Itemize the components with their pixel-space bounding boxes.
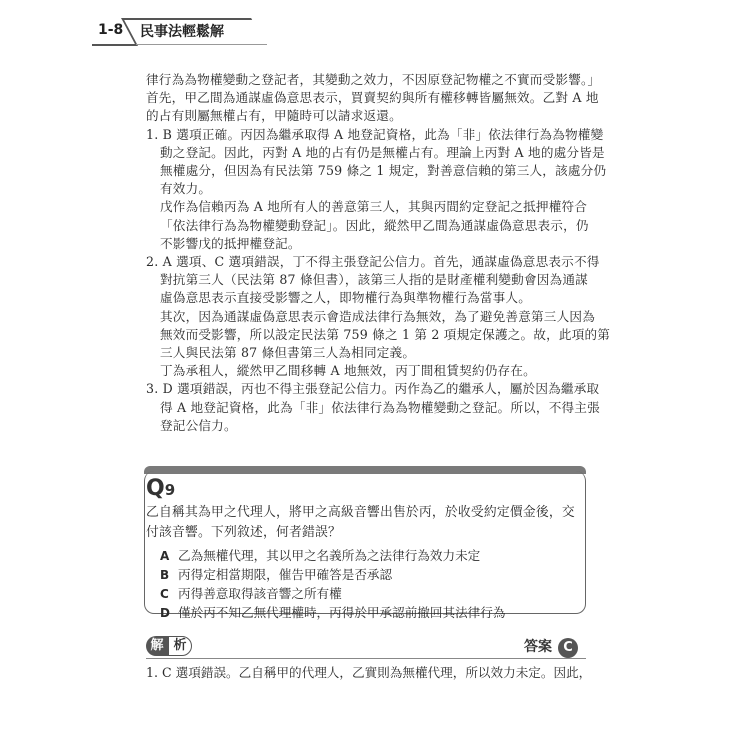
- list-line: 2. A 選項、C 選項錯誤，丁不得主張登記公信力。首先，通謀虛偽意思表示不得: [146, 254, 600, 270]
- analysis-badge-left: 解: [146, 636, 168, 656]
- option-text: 僅於丙不知乙無代理權時，丙得於甲承認前撤回其法律行為: [178, 605, 506, 620]
- option-letter: D: [160, 606, 170, 620]
- list-line: 其次，因為通謀虛偽意思表示會造成法律行為無效，為了避免善意第三人因為: [160, 308, 595, 324]
- page-header: [92, 18, 262, 46]
- analysis-badge-right: 析: [168, 636, 192, 656]
- list-line: 登記公信力。: [160, 417, 237, 433]
- list-line: 不影響戊的抵押權登記。: [160, 235, 301, 251]
- list-line: 1. B 選項正確。丙因為繼承取得 A 地登記資格，此為「非」依法律行為為物權變: [146, 126, 604, 142]
- question-line: 乙自稱其為甲之代理人，將甲之高級音響出售於丙，於收受約定價金後，交: [146, 505, 575, 520]
- option-text: 乙為無權代理，其以甲之名義所為之法律行為效力未定: [178, 548, 481, 563]
- question-text: [146, 503, 576, 543]
- option-letter: A: [160, 549, 170, 563]
- option-text: 丙得定相當期限，催告甲確答是否承認: [178, 567, 393, 582]
- analysis-badge: [146, 636, 192, 656]
- analysis-rule: [146, 658, 586, 659]
- body-line: 首先，甲乙間為通謀虛偽意思表示，買賣契約與所有權移轉皆屬無效。乙對 A 地: [146, 90, 599, 106]
- list-item-3: [146, 380, 600, 435]
- body-line: 的占有則屬無權占有，甲隨時可以請求返還。: [146, 108, 402, 124]
- list-line: 得 A 地登記資格，此為「非」依法律行為為物權變動之登記。所以，不得主張: [160, 399, 600, 415]
- question-number: 9: [164, 481, 176, 499]
- body-line: 律行為為物權變動之登記者，其變動之效力，不因原登記物權之不實而受影響。」: [146, 72, 601, 87]
- header-rule-bold: [92, 44, 136, 46]
- analysis-line: 1. C 選項錯誤。乙自稱甲的代理人，乙實則為無權代理，所以效力未定。因此，: [146, 665, 592, 680]
- list-line: 虛偽意思表示直接受影響之人，即物權行為與準物權行為當事人。: [160, 290, 532, 306]
- list-line: 3. D 選項錯誤，丙也不得主張登記公信力。丙作為乙的繼承人，屬於因為繼承取: [146, 381, 600, 397]
- question-line: 付該音響。下列敘述，何者錯誤？: [146, 525, 341, 540]
- explanation-body: [146, 71, 611, 435]
- answer-badge: C: [558, 638, 578, 658]
- option-letter: B: [160, 568, 170, 582]
- answer-label: 答案: [524, 639, 552, 655]
- list-line: 無效而受影響，所以設定民法第 759 條之 1 第 2 項規定保護之。故，此項的第: [160, 326, 611, 342]
- list-line: 動之登記。因此，丙對 A 地的占有仍是無權占有。理論上丙對 A 地的處分皆是: [160, 144, 605, 160]
- list-line: 戊作為信賴丙為 A 地所有人的善意第三人，其與丙間約定登記之抵押權符合: [160, 199, 588, 215]
- list-item-1: [146, 126, 607, 253]
- answer-indicator: [524, 636, 578, 658]
- option-b: [160, 564, 392, 583]
- option-c: [160, 583, 342, 602]
- list-line: 「依法律行為為物權變動登記」。因此，縱然甲乙間為通謀虛偽意思表示，仍: [160, 217, 589, 233]
- question-letter: Q: [146, 476, 165, 501]
- list-line: 丁為承租人，縱然甲乙間移轉 A 地無效，丙丁間租賃契約仍存在。: [160, 363, 536, 379]
- option-letter: C: [160, 587, 169, 601]
- option-a: [160, 545, 480, 564]
- list-line: 對抗第三人（民法第 87 條但書），該第三人指的是財產權利變動會因為通謀: [160, 272, 588, 288]
- list-line: 三人與民法第 87 條但書第三人為相同定義。: [160, 345, 416, 361]
- option-d: [160, 602, 505, 621]
- list-item-2: [146, 253, 611, 380]
- option-text: 丙得善意取得該音響之所有權: [178, 586, 342, 601]
- page-number: 1-8: [98, 22, 124, 38]
- chapter-title: 民事法輕鬆解: [140, 24, 224, 40]
- list-line: 有效力。: [160, 181, 212, 197]
- list-line: 無權處分，但因為有民法第 759 條之 1 規定，對善意信賴的第三人，該處分仍: [160, 163, 607, 179]
- question-label: [146, 476, 175, 501]
